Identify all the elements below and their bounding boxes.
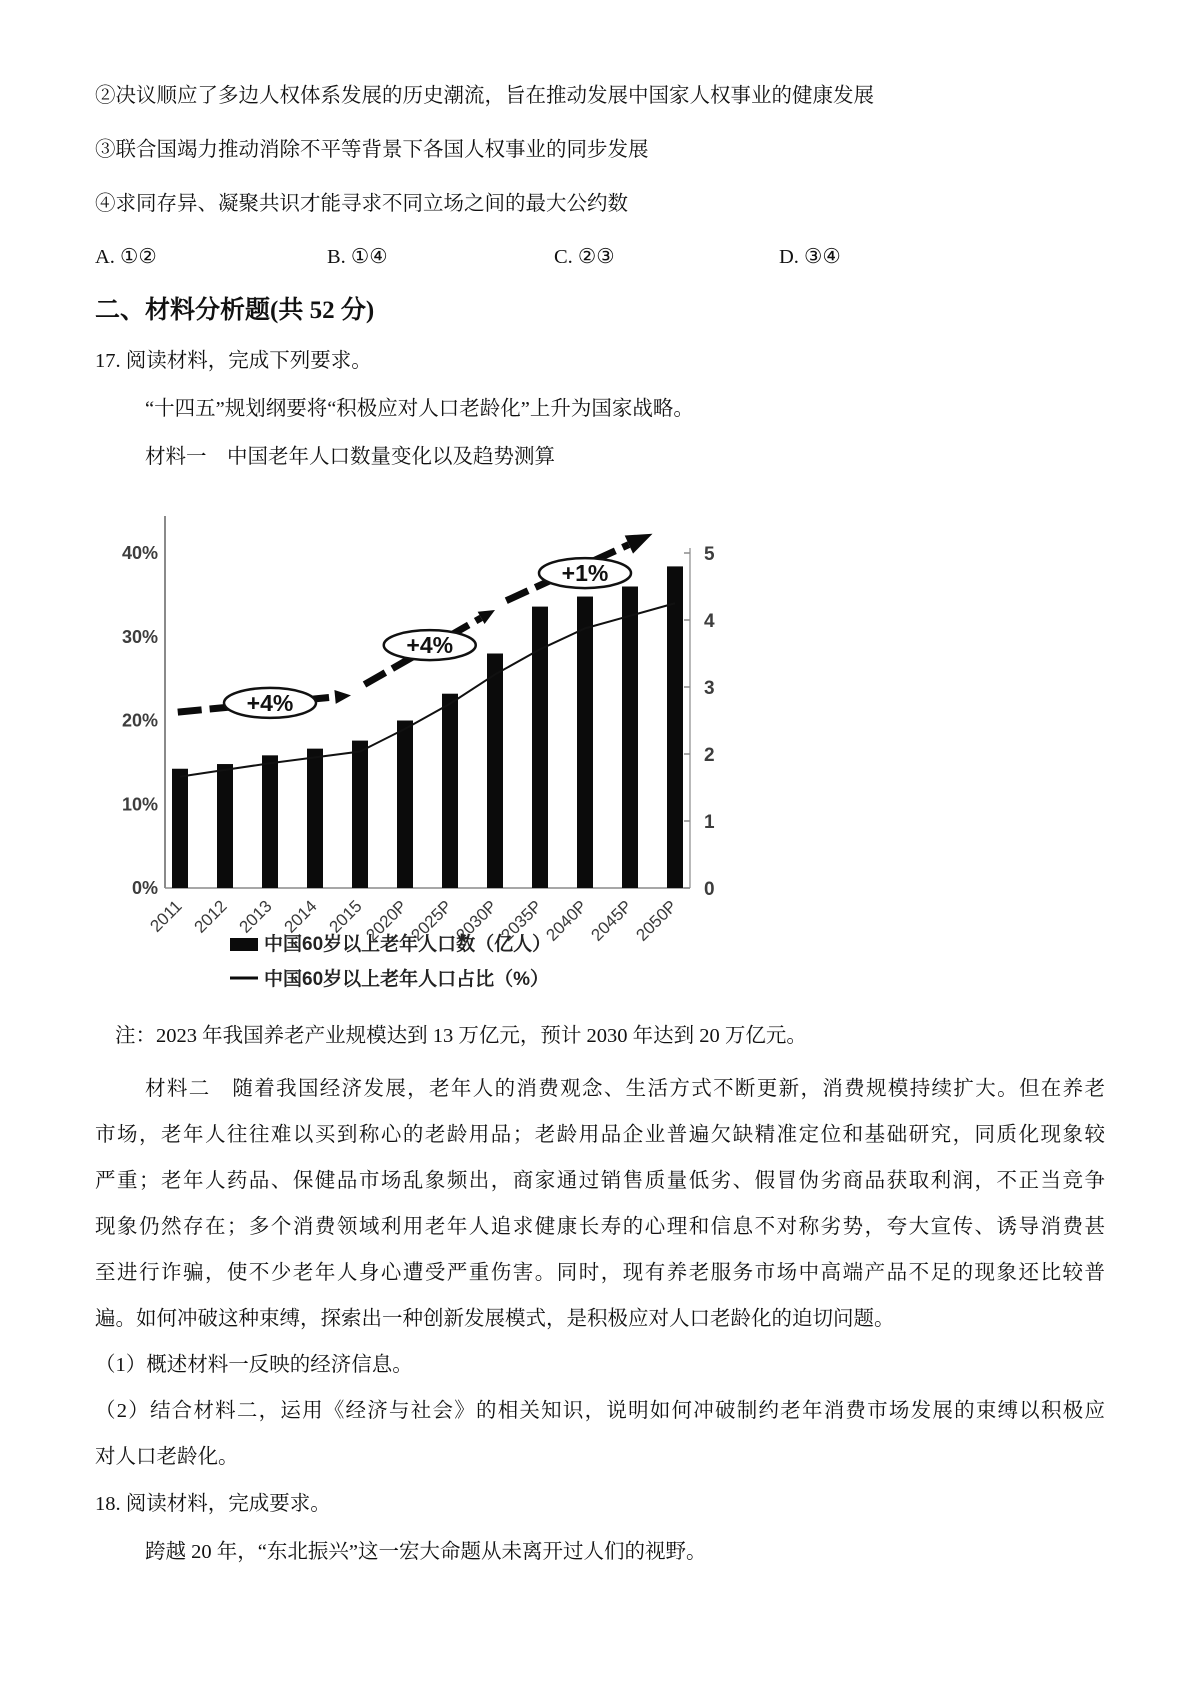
material2-line: 遍。如何冲破这种束缚，探索出一种创新发展模式，是积极应对人口老龄化的迫切问题。 — [95, 1308, 895, 1330]
choice-a: A. ①② — [95, 246, 157, 268]
svg-text:2040P: 2040P — [542, 896, 591, 945]
material2-paragraph — [95, 1076, 1105, 1333]
material1-caption: 材料一 中国老年人口数量变化以及趋势测算 — [145, 446, 555, 468]
svg-text:2011: 2011 — [146, 896, 186, 936]
svg-text:2: 2 — [704, 745, 715, 766]
chart-note: 注：2023 年我国养老产业规模达到 13 万亿元，预计 2030 年达到 20 万亿元。 — [115, 1025, 807, 1047]
svg-text:30%: 30% — [121, 626, 158, 647]
q17-intro: “十四五”规划纲要将“积极应对人口老龄化”上升为国家战略。 — [145, 398, 694, 420]
q17-stem: 17. 阅读材料，完成下列要求。 — [95, 350, 372, 372]
svg-text:2045P: 2045P — [587, 896, 636, 945]
svg-text:2014: 2014 — [280, 896, 321, 937]
svg-text:20%: 20% — [121, 710, 158, 731]
statement-4: ④求同存异、凝聚共识才能寻求不同立场之间的最大公约数 — [95, 193, 628, 215]
svg-text:2035P: 2035P — [497, 896, 546, 945]
svg-text:2030P: 2030P — [452, 896, 501, 945]
svg-text:2020P: 2020P — [362, 896, 411, 945]
choice-c: C. ②③ — [554, 246, 615, 268]
svg-text:+4%: +4% — [406, 632, 454, 659]
statement-2: ②决议顺应了多边人权体系发展的历史潮流，旨在推动发展中国家人权事业的健康发展 — [95, 85, 874, 107]
svg-text:1: 1 — [704, 812, 715, 833]
choice-row — [95, 244, 1105, 269]
svg-text:0%: 0% — [131, 878, 158, 898]
svg-text:中国60岁以上老年人口数（亿人）: 中国60岁以上老年人口数（亿人） — [264, 934, 552, 955]
svg-text:40%: 40% — [121, 543, 158, 563]
choice-b: B. ①④ — [327, 246, 388, 268]
q18-stem: 18. 阅读材料，完成要求。 — [95, 1493, 331, 1515]
svg-text:5: 5 — [704, 544, 715, 565]
svg-text:3: 3 — [704, 678, 715, 699]
material2-line: 市场，老年人往往难以买到称心的老龄用品；老龄用品企业普遍欠缺精准定位和基础研究，同质化现象较 — [95, 1124, 1105, 1146]
svg-text:2025P: 2025P — [407, 896, 456, 945]
choice-d: D. ③④ — [779, 246, 841, 268]
svg-text:4: 4 — [704, 611, 715, 632]
svg-text:中国60岁以上老年人口占比（%）: 中国60岁以上老年人口占比（%） — [264, 969, 550, 990]
q17-sub2-line1: （2）结合材料二，运用《经济与社会》的相关知识，说明如何冲破制约老年消费市场发展的束缚以积极应 — [95, 1400, 1105, 1422]
q17-sub2-line2: 对人口老龄化。 — [95, 1446, 239, 1468]
chart — [80, 491, 740, 1008]
svg-text:+4%: +4% — [246, 689, 294, 716]
section-title: 二、材料分析题(共 52 分) — [95, 297, 375, 324]
svg-text:2013: 2013 — [235, 896, 276, 937]
svg-text:0: 0 — [704, 879, 715, 900]
svg-text:+1%: +1% — [561, 560, 609, 587]
material2-line: 至进行诈骗，使不少老年人身心遭受严重伤害。同时，现有养老服务市场中高端产品不足的现象还比较普 — [95, 1262, 1105, 1284]
svg-text:2015: 2015 — [325, 896, 366, 937]
q18-intro: 跨越 20 年，“东北振兴”这一宏大命题从未离开过人们的视野。 — [145, 1541, 707, 1563]
svg-text:10%: 10% — [121, 794, 158, 815]
material2-line: 材料二 随着我国经济发展，老年人的消费观念、生活方式不断更新，消费规模持续扩大。但在养老 — [145, 1078, 1105, 1100]
q17-sub1: （1）概述材料一反映的经济信息。 — [95, 1354, 413, 1376]
material2-line: 现象仍然存在；多个消费领域利用老年人追求健康长寿的心理和信息不对称劣势，夸大宣传、诱导消费甚 — [95, 1216, 1105, 1238]
material2-line: 严重；老年人药品、保健品市场乱象频出，商家通过销售质量低劣、假冒伪劣商品获取利润，不正当竞争 — [95, 1170, 1105, 1192]
svg-text:2012: 2012 — [190, 896, 231, 937]
svg-text:2050P: 2050P — [632, 896, 681, 945]
population-chart-svg — [80, 491, 740, 1003]
statement-3: ③联合国竭力推动消除不平等背景下各国人权事业的同步发展 — [95, 139, 649, 161]
